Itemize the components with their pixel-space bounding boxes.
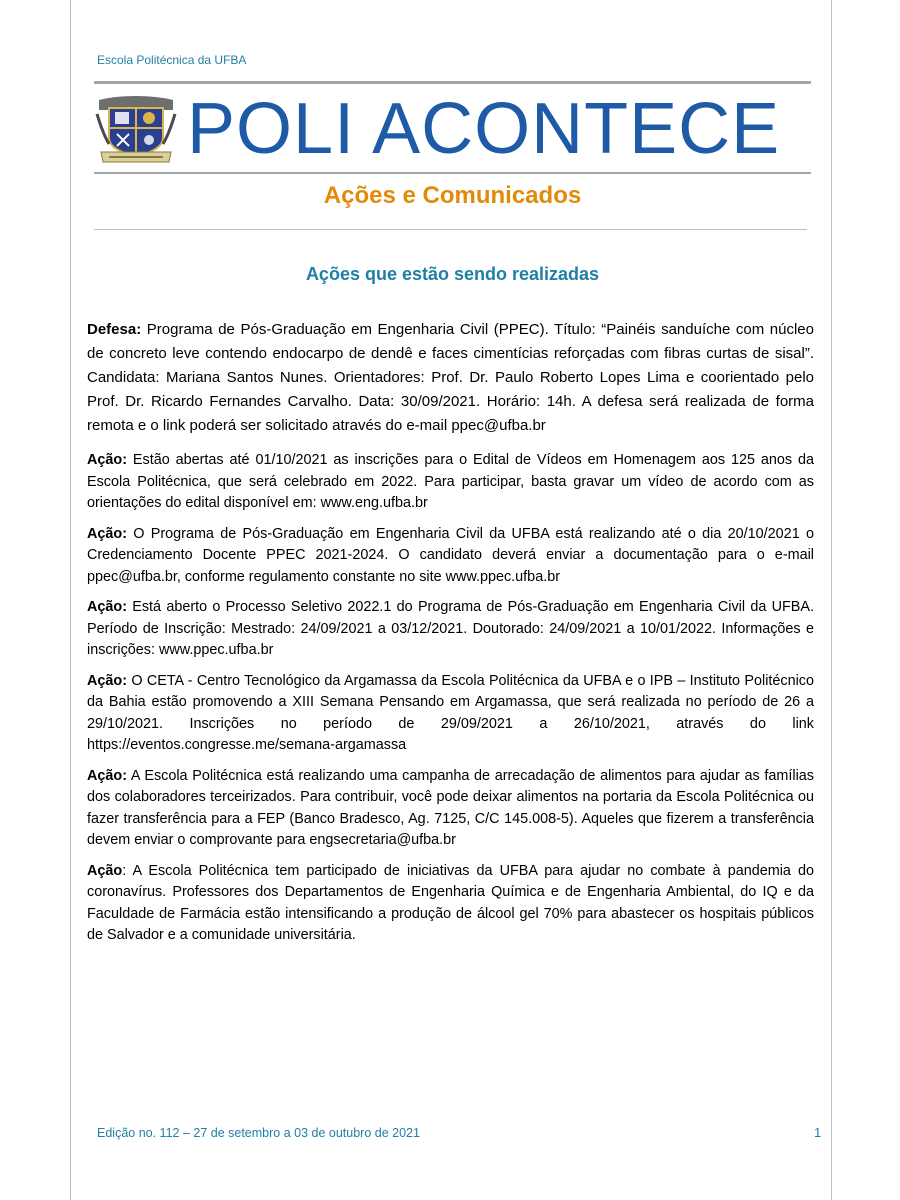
page-border-left [70, 0, 71, 1200]
item-text: Programa de Pós-Graduação em Engenharia Civil (PPEC). Título: “Painéis sanduíche com núcleo de concreto leve contendo endocarpo de dendê e faces cimentícias reforçadas com fibras curtas de sisal”. Candidata: Mariana Santos Nunes. Orientadores: Prof. Dr. Paulo Roberto Lopes Lima e coorientado pelo Prof. Dr. Ricardo Fernandes Carvalho. Data: 30/09/2021. Horário: 14h. A defesa será realizada de forma remota e o link poderá ser solicitado através do e-mail ppec@ufba.br [87, 321, 814, 434]
news-item [87, 671, 814, 757]
item-label: Ação: [87, 672, 127, 689]
page-border-right [831, 0, 832, 1200]
section-title: Ações que estão sendo realizadas [305, 264, 600, 284]
header-rule-bottom [94, 172, 811, 174]
item-label: Ação: [87, 452, 127, 468]
item-label: Ação: [87, 767, 127, 784]
item-label: Defesa: [87, 321, 142, 338]
news-item [87, 766, 814, 852]
newsletter-subtitle: Ações e Comunicados [323, 182, 582, 209]
newsletter-title: POLI ACONTECE [187, 89, 781, 169]
news-item [87, 450, 814, 515]
item-label: Ação: [87, 599, 127, 615]
news-item [87, 861, 814, 947]
page-number: 1 [814, 1125, 822, 1140]
ufba-coat-of-arms-logo [95, 94, 177, 166]
news-content [87, 318, 814, 956]
item-text: O CETA - Centro Tecnológico da Argamassa da Escola Politécnica da UFBA e o IPB – Instituto Politécnico da Bahia estão promovendo a XIII Semana Pensando em Argamassa, que será realizada no período de 26 a 29/10/2021. Inscrições no período de 29/09/2021 a 26/10/2021, através do link https://eventos.congresse.me/semana-argamassa [87, 672, 814, 753]
item-text: O Programa de Pós-Graduação em Engenharia Civil da UFBA está realizando até o dia 20/10/2021 o Credenciamento Docente PPEC 2021-2024. O candidato deverá enviar a documentação para o e-mail ppec@ufba.br, conforme regulamento constante no site www.ppec.ufba.br [87, 525, 814, 585]
item-label: Ação [87, 862, 123, 879]
news-item [87, 597, 814, 662]
news-item [87, 524, 814, 589]
header-rule-top [94, 81, 811, 84]
item-text: A Escola Politécnica está realizando uma campanha de arrecadação de alimentos para ajudar as famílias dos colaboradores terceirizados. Para contribuir, você pode deixar alimentos na portaria da Escola Politécnica ou fazer transferência para a FEP (Banco Bradesco, Ag. 7125, C/C 145.008-5). Aqueles que fizerem a transferência devem enviar o comprovante para engsecretaria@ufba.br [87, 767, 814, 848]
school-name: Escola Politécnica da UFBA [97, 53, 247, 67]
item-text: Estão abertas até 01/10/2021 as inscrições para o Edital de Vídeos em Homenagem aos 125 anos da Escola Politécnica, que será celebrado em 2022. Para participar, basta gravar um vídeo de acordo com as orientações do edital disponível em: www.eng.ufba.br [87, 452, 814, 511]
edition-footer: Edição no. 112 – 27 de setembro a 03 de outubro de 2021 [97, 1126, 420, 1140]
item-text: : A Escola Politécnica tem participado de iniciativas da UFBA para ajudar no combate à pandemia do coronavírus. Professores dos Departamentos de Engenharia Química e de Engenharia Ambiental, do IQ e da Faculdade de Farmácia estão intensificando a produção de álcool gel 70% para abastecer os hospitais públicos de Salvador e a comunidade universitária. [87, 862, 814, 943]
item-label: Ação: [87, 525, 127, 542]
news-item-defesa [87, 318, 814, 438]
subtitle-divider [94, 229, 807, 230]
item-text: Está aberto o Processo Seletivo 2022.1 do Programa de Pós-Graduação em Engenharia Civil da UFBA. Período de Inscrição: Mestrado: 24/09/2021 a 03/12/2021. Doutorado: 24/09/2021 a 10/01/2022. Informações e inscrições: www.ppec.ufba.br [87, 599, 814, 658]
